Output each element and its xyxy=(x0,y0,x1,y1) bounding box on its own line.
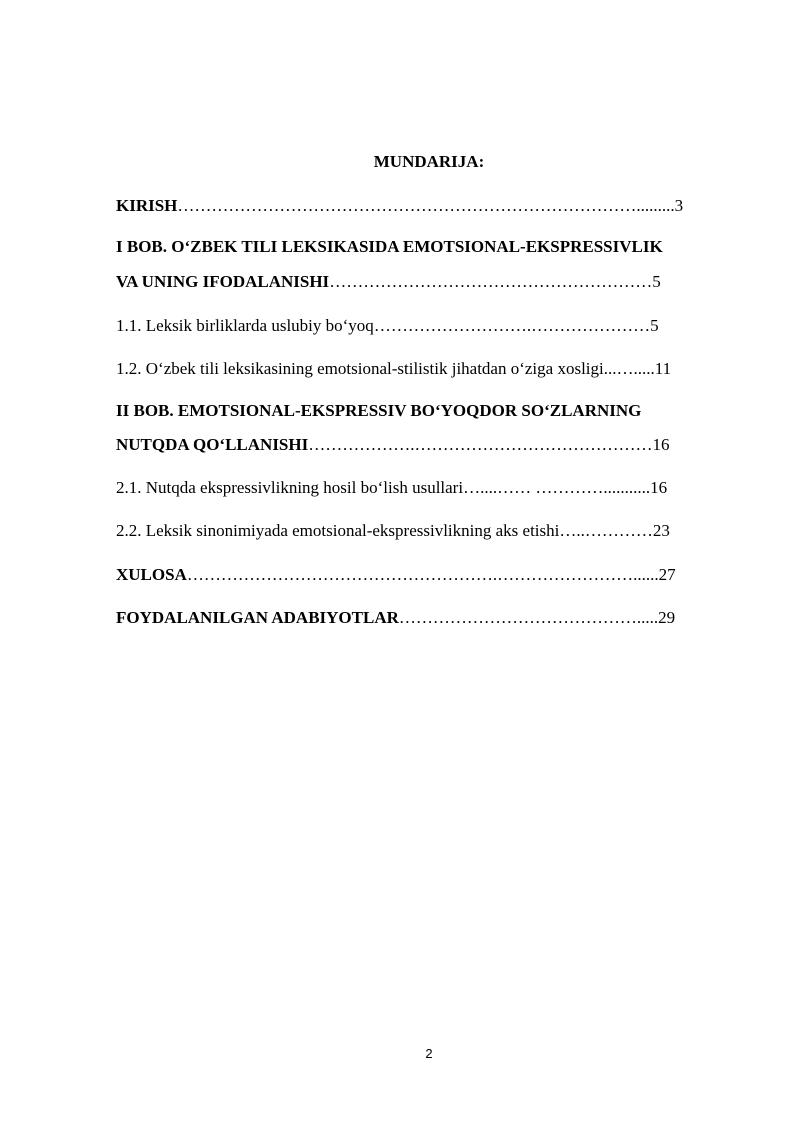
toc-entry-2-2 xyxy=(116,520,670,542)
toc-entry-2-1 xyxy=(116,477,667,499)
toc-leader-dots: …..………… xyxy=(559,521,653,540)
toc-page-number: 5 xyxy=(650,316,659,335)
toc-page-number: 23 xyxy=(652,521,670,540)
toc-entry-title: NUTQDA QO‘LLANISHI xyxy=(116,435,309,454)
toc-entry-title: XULOSA xyxy=(116,565,187,584)
toc-entry-bob1-line1: I BOB. O‘ZBEK TILI LEKSIKASIDA EMOTSIONAL-EKSPRESSIVLIK xyxy=(116,237,663,256)
toc-entry-title: KIRISH xyxy=(116,196,178,215)
toc-entry-xulosa xyxy=(116,564,676,586)
toc-page-number: 16 xyxy=(652,435,670,454)
toc-leader-dots: ……………………………………..... xyxy=(398,608,659,627)
toc-page-number: 29 xyxy=(658,608,676,627)
toc-entry-title: 1.1. Leksik birliklarda uslubiy bo‘yoq xyxy=(116,316,374,335)
toc-leader-dots: ……………….…………………………………… xyxy=(308,435,653,454)
toc-entry-title: VA UNING IFODALANISHI xyxy=(116,272,330,291)
page-number: 2 xyxy=(425,1046,433,1061)
toc-leader-dots: ...…..... xyxy=(603,359,655,378)
toc-page-number: 16 xyxy=(650,478,668,497)
toc-leader-dots: ………………………………………………………………………......... xyxy=(177,196,675,215)
toc-entry-title: 2.1. Nutqda ekspressivlikning hosil bo‘lish usullari xyxy=(116,478,464,497)
toc-page-number: 3 xyxy=(674,196,684,215)
toc-leader-dots: ……………………….………………… xyxy=(373,316,651,335)
toc-entry-title: 1.2. O‘zbek tili leksikasining emotsional-stilistik jihatdan o‘ziga xosligi xyxy=(116,359,604,378)
toc-entry-bob2-line1: II BOB. EMOTSIONAL-EKSPRESSIV BO‘YOQDOR SO‘ZLARNING xyxy=(116,401,642,420)
toc-page-number: 5 xyxy=(652,272,661,291)
toc-entry-title: 2.2. Leksik sinonimiyada emotsional-ekspressivlikning aks etishi xyxy=(116,521,560,540)
toc-entry-bob2-line2 xyxy=(116,434,669,456)
toc-entry-1-1 xyxy=(116,315,659,337)
toc-leader-dots: ……………………………………………….……………………...... xyxy=(186,565,659,584)
toc-entry-adabiyotlar xyxy=(116,607,675,629)
toc-leader-dots: …....…… …………........... xyxy=(463,478,651,497)
toc-entry-bob1-line2 xyxy=(116,271,661,293)
toc-entry-1-2 xyxy=(116,358,671,380)
toc-heading: MUNDARIJA: xyxy=(373,152,485,171)
toc-page-number: 27 xyxy=(658,565,676,584)
toc-entry-kirish xyxy=(116,195,683,217)
toc-page-number: 11 xyxy=(654,359,672,378)
toc-leader-dots: ………………………………………………… xyxy=(329,272,653,291)
toc-entry-title: FOYDALANILGAN ADABIYOTLAR xyxy=(116,608,399,627)
